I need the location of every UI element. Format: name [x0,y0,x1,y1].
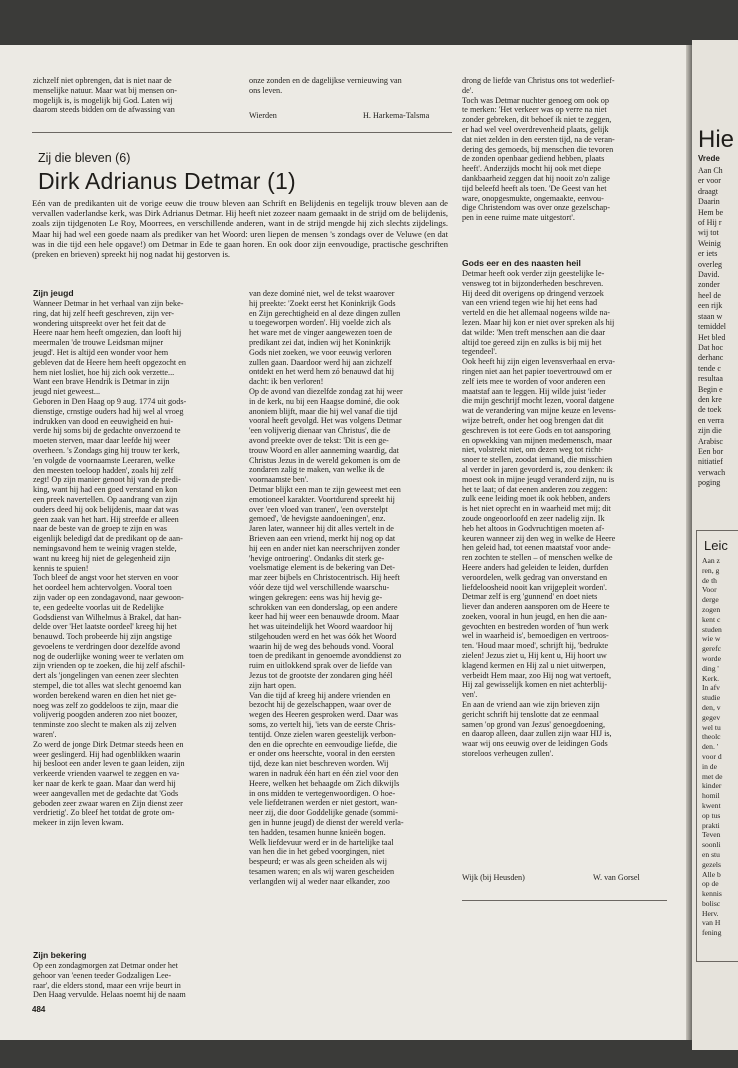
heading-zijn-jeugd: Zijn jeugd [33,288,74,298]
series-title: Zij die bleven (6) [38,151,131,165]
previous-article-col2: onze zonden en de dagelijkse vernieuwing van ons leven. [249,76,402,95]
adjacent-page [692,40,738,1050]
article-title: Dirk Adrianus Detmar (1) [38,168,296,194]
page-number: 484 [32,1005,46,1014]
signature-author: W. van Gorsel [593,873,640,882]
article-end-rule [462,900,667,901]
previous-article-author: H. Harkema-Talsma [363,111,430,120]
article-col3b-text: Detmar heeft ook verder zijn geestelijke le- vensweg tot in bijzonderheden beschreven. Hij deed dit overigens op dringend verzoek van een vriend tegen wie hij het eens had verteld en die het allemaal nogeens wilde na- lezen. Maar hij kon er niet over spreken als hij dat wilde: 'Men treft menschen aan die daar altijd toe gereed zijn en zulks is bij mij het tegendeel'. Ook heeft hij zijn eigen levensverhaal en erva- ringen niet aan het papier toevertrouwd om er zelf iets mee te worden of voor anderen een maatstaf aan te leggen. Hij wilde juist 'ieder die mijn geschrijf mocht lezen, vooral datgene wat de verandering van mijne keuze en levens- wijze betreft, onder het oog brengen dat dit geschreven is tot eere Gods en tot aansporing en opwekking van mijnen medemensch, maar niet, volstrekt niet, om dezen weg tot richt- snoer te stellen, zoodat iemand, die misschien al verder in jaren gevorderd is, zou denken: ik moest ook in mijne jeugd veranderd zijn, nu is het te laat; of dat eenen anderen zou zeggen: zulk eene leiding moet ik ook hebben, anders is het niet oprecht en in waarheid met mij; dit zoude ongeoorloofd en zeer nadelig zijn. Ik heb het altoos in Godvruchtigen moeten af- keuren wanneer zij den weg in welke de Heere hen geleid had, tot eenen maatstaf voor ande- ren zochten te stellen – of menschen welke de Heere anders had geleiden te leiden, durfden veroordelen, welk gedrag van onverstand en liefdeloosheid nooit kan vrijgepleit worden'. Detmar zelf is erg 'gunnend' en doet niets liever dan anderen aansporen om de Heere te zoeken, vooral in hun jeugd, en hen die aan- gevochten en bestreden worden of 'hun werk wel in waarheid is', bemoedigen en vertroos- ten. 'Houd maar moed', schrijft hij, 'bedrukte zielen! Jezus ziet u, Hij kent u, Hij hoort uw klagend kermen en Hij zal u niet uitwerpen, verbeidt Hem maar, zoo Hij nog wat vertoeft, Hij zal gewisselijk komen en niet achterblij- ven'. En aan de vriend aan wie zijn brieven zijn gericht schrift hij tenslotte dat ze eenmaal samen 'op grond van Jezus' genoegdoening, en daarop alleen, daar zullen zijn waar HIJ is, waar wij ons eeuwig over de leidingen Gods storeloos verheugen zullen'. [462,269,616,759]
heading-gods-eer: Gods eer en des naasten heil [462,258,581,268]
article-col1b-text: Op een zondagmorgen zat Detmar onder het gehoor van 'eenen teeder Godzaligen Lee- raar', die elders stond, maar een vrije beurt in Den Haag vervulde. Helaas noemt hij de naam [33,961,186,1000]
adjacent-page-text: Aan Ch er voor draagt Daarin Hem be of Hij r wij tot Weinig er iets overleg David. zonder heel de een rijk staan w temiddel Het bled Dat hoc derhanc tende c resultaa Begin e den kre de toek en verra zijn die Arabisc Een bor nitiatief verwach poging [698,166,726,488]
article-col2-text: van deze dominé niet, wel de tekst waarover hij preekte: 'Zoekt eerst het Koninkrijk Gods en Zijn gerechtigheid en al deze dingen zullen u toegeworpen worden'. Hij voelde zich als het ware met de vinger aangewezen toen de predikant zei dat, indien wij het Koninkrijk Gods niet zoeken, we voor eeuwig verloren zullen gaan. Daardoor werd hij aan zichzelf ontdekt en het werd hem zó benauwd dat hij dacht: ik ben verloren! Op de avond van diezelfde zondag zat hij weer in de kerk, nu bij een Haagse dominé, die ook anoniem blijft, maar die hij wel vanaf die tijd vooral heeft gevolgd. Het was volgens Detmar 'een volijverig dienaar van Christus', die de avond preekte over de tekst: 'Dit is een ge- trouw Woord en aller aanneming waardig, dat Christus Jezus in de wereld gekomen is om de zondaren zalig te maken, van welke ik de voornaamste ben'. Detmar blijkt een man te zijn geweest met een emotioneel karakter. Voortdurend spreekt hij over 'een vloed van tranen', 'een overstelpt gemoed', 'de hevigste aandoeningen', enz. Jaren later, wanneer hij dit alles vertelt in de Brieven aan een vriend, merkt hij nog op dat hij een en ander niet kan neerschrijven zonder 'hevige ontroering'. Ondanks dit sterk ge- voelsmatige element is de bekering van Det- mar zeer bijbels en Christocentrisch. Hij heeft vóór deze tijd wel verschillende waarschu- wingen gekregen: eens was hij hevig ge- schrokken van een donderslag, op een andere keer had hij weer een benauwde droom. Maar het was uiteindelijk het Woord waardoor hij stilgehouden werd en het was óók het Woord waarin hij de weg des behouds vond. Vooral toen de predikant in genoemde avonddienst zo ruim en uitlokkend sprak over de liefde van Jezus tot de grootste der zondaren ging héél zijn hart open. Van die tijd af kreeg hij andere vrienden en bezocht hij de gezelschappen, waar over de wegen des Heeren gesproken werd. Daar was soms, zo vertelt hij, 'iets van de eerste Chris- tentijd. Onze zielen waren geestelijk verbon- den en die oprechte en eenvoudige liefde, die er onder ons heerschte, vooral in den eersten tijd, deze kan niet beschreven worden. Wij waren in nadruk één hart en één ziel voor den Heere, welken het behaagde om Zich dikwijls in ons midden te vertegenwoordigen. O hoe- vele liefdetranen werden er niet gestort, wan- neer zij, die door Goddelijke genade (sommi- gen in hunne jeugd) de dienst der wereld verla- ten hadden, tesamen hunne knieën bogen. Welk liefdevuur werd er in de hartelijke taal van hen die in het gebed voorgingen, niet bespeurd; er was als geen scheiden als wij tesamen waren; en als wij waren gescheiden verlangden wij al weder naar elkander, zoo [249,289,404,886]
previous-article-col1: zichzelf niet opbrengen, dat is niet naar de menselijke natuur. Maar wat bij mensen on- mogelijk is, is mogelijk bij God. Laten wij daarom steeds bidden om de afwassing van [33,76,177,115]
article-col1-text: Wanneer Detmar in het verhaal van zijn beke- ring, dat hij zelf heeft geschreven, zijn ver- wondering uitspreekt over het feit dat de Heere naar hem heeft omgezien, dan looft hij meermalen 'de trouwe Leidsman mijner jeugd'. Het is altijd een wonder voor hem gebleven dat de Heere hem heeft opgezocht en hem niet losliet, hoe hij zich ook verzette... Want een brave Hendrik is Detmar in zijn jeugd niet geweest... Geboren in Den Haag op 9 aug. 1774 uit gods- dienstige, crnstige ouders had hij wel al vroeg indrukken van dood en eeuwigheid en hui- verde hij soms bij de gedachte onverzoend te moeten sterven, maar daar leefde hij weer overheen. 's Zondags ging hij trouw ter kerk, 'en volgde de voornaamste Leeraren, welke den meesten toeloop hadden', zoals hij zelf zegt! Op zijn manier genoot hij van de predi- king, want hij had een goed verstand en kon een preek navertellen. Op aandrang van zijn ouders deed hij ook belijdenis, maar dat was geen zaak van het hart. Hij streefde er alleen naar de beste van de groep te zijn en was eigenlijk beledigd dat de predikant op de aan- nemingsavond hem te weinig vragen stelde, want nu kreeg hij niet de gelegenheid zijn kennis te spuien! Toch bleef de angst voor het sterven en voor het oordeel hem achtervolgen. Vooral toen zijn vader op een zondagavond, naar gewoon- te, een gedeelte voorlas uit de Redelijke Godsdienst van Wilhelmus à Brakel, dat han- delde over 'Het laatste oordeel' kreeg hij het benauwd. Toch probeerde hij zijn angstige gevoelens te verdringen door dezelfde avond nog de ouderlijke woning weer te verlaten om zijn vrienden op te zoeken, die hij zelf afschil- dert als 'jongelingen van eenen zeer slechten stempel, die tot alles wat slecht genoemd kan worden berekend waren en dien het niet ge- noeg was zelf zo goddeloos te zijn, maar die volijverig poogden anderen zoo niet boozer, tenminste zoo slecht te maken als zij zelven waren'. Zo werd de jonge Dirk Detmar steeds heen en weer geslingerd. Hij had ogenblikken waarin hij besloot een ander leven te gaan leiden, zijn verkeerde vrienden vaarwel te zeggen en va- ker naar de kerk te gaan. Maar dan werd hij weer aangevallen met de gedachte dat 'Gods geboden zeer zwaar waren en Zijn dienst zeer verdrietig'. Zo bleef het totdat de grote om- mekeer in zijn leven kwam. [33,299,187,828]
article-intro: Eén van de predikanten uit de vorige eeuw die trouw bleven aan Schrift en Belijdenis en tegelijk trouw bleven aan de vervallen vaderlandse kerk, was Dirk Adrianus Detmar. Hij heeft niet zozeer naam gemaakt in de strijd om de belijdenis, zoals zijn tijdgenoten Le Roy, Moorrees, en verschillende anderen, want in de strijd mengde hij zich slechts zijdelings. Maar hij had wel een goede naam als prediker van het Woord: uren liepen de mensen 's zondags over de Veluwe (en dat was in die tijd een hele opgave!) om Detmar in Ede te gaan horen. En ook door zijn eenvoudige, practische geschriften (preken en brieven) spreekt hij nog nadat hij gestorven is. [32,198,448,260]
previous-article-place: Wierden [249,111,277,120]
adjacent-page-box-title: Leic [704,538,728,553]
adjacent-page-box-text: Aan z ren, g de th Voor derge zogen kent c studen wie w gerefc worde ding ' Kerk. In afv studie den, v gegev wel tu theolc den. ' voor d in de met de kinder homil kwent op tus prakti Teven soonli en stu gezels Alle b op de kennis bolisc Herv. van H fening [702,556,723,938]
article-separator-rule [32,132,452,133]
signature-place: Wijk (bij Heusden) [462,873,525,882]
adjacent-page-subheading: Vrede [698,154,720,163]
article-col3a-text: drong de liefde van Christus ons tot wederlief- de'. Toch was Detmar nuchter genoeg om ook op te merken: 'Het verkeer was op verre na niet zonder gebreken, dit behoef ik niet te zeggen, er had wel veel overdrevenheid plaats, gelijk dat niet zelden in den eersten tijd, na de veran- dering des gemoeds, bij menschen die tevoren de zonden openbaar gediend hebben, plaats heeft'. Anderzijds mocht hij ook met diepe dankbaarheid zeggen dat hij nooit zo'n zalige tijd beleefd heeft als toen. 'De Geest van het ware, onopgesmukte, ongemaakte, eenvou- dige Christendom was over onze gezelschap- pen in eene ruime mate uitgestort'. [462,76,615,223]
adjacent-page-title: Hie [698,126,735,153]
heading-zijn-bekering: Zijn bekering [33,950,87,960]
